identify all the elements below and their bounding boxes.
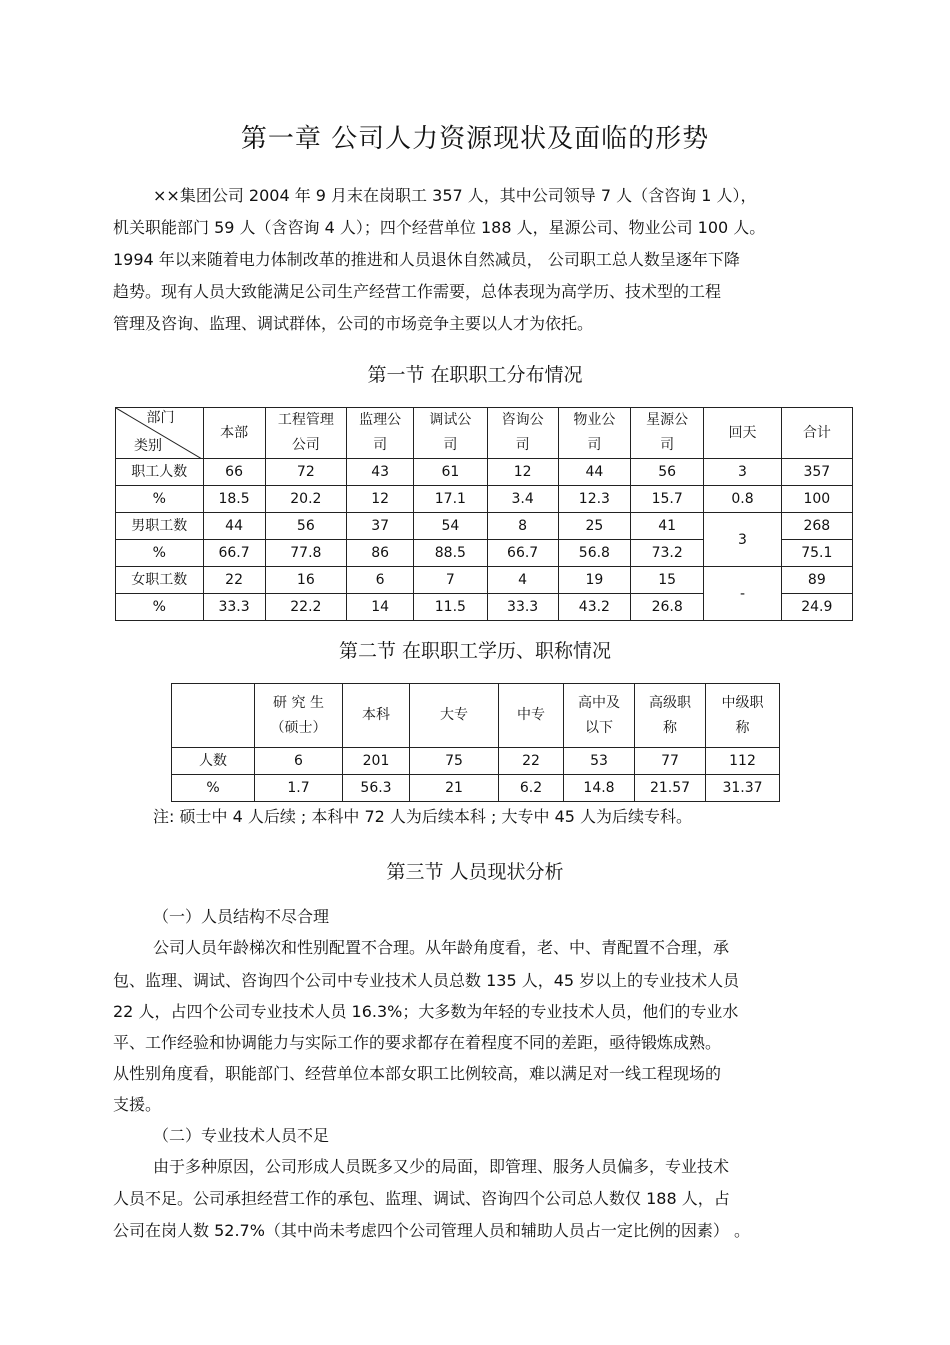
cell: 21.57: [635, 775, 706, 802]
corner-top-label: 部门: [146, 410, 175, 426]
section-1-title: 第一节 在职职工分布情况: [367, 364, 583, 386]
staff-distribution-table: [115, 407, 853, 621]
paragraph-line: 由于多种原因，公司形成人员既多又少的局面，即管理、服务人员偏多，专业技术: [153, 1157, 730, 1176]
paragraph-line: 公司人员年龄梯次和性别配置不合理。从年龄角度看，老、中、青配置不合理，承: [153, 938, 730, 957]
cell: 15: [631, 567, 704, 594]
cell: 4: [487, 567, 558, 594]
cell: 37: [347, 513, 414, 540]
cell: 72: [265, 459, 346, 486]
paragraph-line: 包、监理、调试、咨询四个公司中专业技术人员总数 135 人，45 岁以上的专业技术人员: [113, 971, 740, 990]
cell: 16: [265, 567, 346, 594]
header-cell: 工程管理 公司: [265, 408, 346, 459]
row-label: 人数: [172, 748, 255, 775]
paragraph-line: 人员不足。公司承担经营工作的承包、监理、调试、咨询四个公司总人数仅 188 人，占: [113, 1189, 730, 1208]
cell: 26.8: [631, 594, 704, 621]
table-header-row: [116, 408, 853, 459]
section-3-title: 第三节 人员现状分析: [386, 861, 564, 883]
cell: 18.5: [203, 486, 265, 513]
merged-cell: -: [704, 567, 781, 621]
cell: 43: [347, 459, 414, 486]
cell: 77.8: [265, 540, 346, 567]
cell: 53: [564, 748, 635, 775]
header-cell: 高中及 以下: [564, 684, 635, 748]
cell: 61: [414, 459, 487, 486]
header-cell: 中级职 称: [706, 684, 780, 748]
cell: 22.2: [265, 594, 346, 621]
subsection-2-title: （二）专业技术人员不足: [153, 1126, 330, 1145]
paragraph-line: 支援。: [113, 1095, 162, 1114]
cell: 12: [487, 459, 558, 486]
cell: 44: [558, 459, 630, 486]
cell: 22: [203, 567, 265, 594]
cell: 17.1: [414, 486, 487, 513]
intro-line: 机关职能部门 59 人（含咨询 4 人）；四个经营单位 188 人，星源公司、物业公司 100 人。: [113, 218, 766, 237]
cell: 56.8: [558, 540, 630, 567]
header-cell: 监理公 司: [347, 408, 414, 459]
cell: 112: [706, 748, 780, 775]
cell: 33.3: [203, 594, 265, 621]
cell: 6: [255, 748, 343, 775]
cell: 66: [203, 459, 265, 486]
header-cell: 高级职 称: [635, 684, 706, 748]
table-row: [172, 748, 780, 775]
table-header-row: [172, 684, 780, 748]
education-table: [171, 683, 780, 802]
cell: 44: [203, 513, 265, 540]
paragraph-line: 平、工作经验和协调能力与实际工作的要求都存在着程度不同的差距，亟待锻炼成熟。: [113, 1033, 722, 1052]
cell: 3: [704, 459, 781, 486]
row-label: %: [172, 775, 255, 802]
table-row: [116, 567, 853, 594]
intro-line: 1994 年以来随着电力体制改革的推进和人员退休自然减员， 公司职工总人数呈逐年下降: [113, 250, 740, 269]
intro-line: 管理及咨询、监理、调试群体，公司的市场竞争主要以人才为依托。: [113, 314, 594, 333]
cell: 41: [631, 513, 704, 540]
merged-cell: 3: [704, 513, 781, 567]
row-label: %: [116, 540, 204, 567]
cell: 77: [635, 748, 706, 775]
cell: 21: [410, 775, 499, 802]
cell: 33.3: [487, 594, 558, 621]
corner-bottom-label: 类别: [134, 438, 162, 454]
cell: 66.7: [203, 540, 265, 567]
cell: 8: [487, 513, 558, 540]
cell: 11.5: [414, 594, 487, 621]
header-cell: 研 究 生 （硕士）: [255, 684, 343, 748]
empty-corner-cell: [172, 684, 255, 748]
table-row: [116, 486, 853, 513]
table-row: [172, 775, 780, 802]
cell: 19: [558, 567, 630, 594]
cell: 43.2: [558, 594, 630, 621]
cell: 357: [781, 459, 852, 486]
subsection-1-title: （一）人员结构不尽合理: [153, 907, 330, 926]
table-row: [116, 513, 853, 540]
paragraph-line: 从性别角度看，职能部门、经营单位本部女职工比例较高，难以满足对一线工程现场的: [113, 1064, 722, 1083]
cell: 100: [781, 486, 852, 513]
chapter-title: 第一章 公司人力资源现状及面临的形势: [240, 124, 710, 154]
header-cell: 咨询公 司: [487, 408, 558, 459]
cell: 201: [343, 748, 410, 775]
header-cell: 本部: [203, 408, 265, 459]
cell: 54: [414, 513, 487, 540]
paragraph-line: 公司在岗人数 52.7%（其中尚未考虑四个公司管理人员和辅助人员占一定比例的因素） 。: [113, 1221, 751, 1240]
header-cell: 星源公 司: [631, 408, 704, 459]
intro-line: 趋势。现有人员大致能满足公司生产经营工作需要，总体表现为高学历、技术型的工程: [113, 282, 722, 301]
corner-cell: [116, 408, 204, 459]
cell: 56: [631, 459, 704, 486]
cell: 22: [499, 748, 564, 775]
header-cell: 回天: [704, 408, 781, 459]
cell: 25: [558, 513, 630, 540]
header-cell: 合计: [781, 408, 852, 459]
cell: 89: [781, 567, 852, 594]
cell: 268: [781, 513, 852, 540]
paragraph-line: 22 人，占四个公司专业技术人员 16.3%；大多数为年轻的专业技术人员，他们的专业水: [113, 1002, 739, 1021]
header-cell: 物业公 司: [558, 408, 630, 459]
cell: 75.1: [781, 540, 852, 567]
cell: 14.8: [564, 775, 635, 802]
cell: 88.5: [414, 540, 487, 567]
row-label: %: [116, 486, 204, 513]
header-cell: 本科: [343, 684, 410, 748]
row-label: %: [116, 594, 204, 621]
cell: 7: [414, 567, 487, 594]
cell: 12: [347, 486, 414, 513]
table-row: [116, 459, 853, 486]
header-cell: 调试公 司: [414, 408, 487, 459]
cell: 3.4: [487, 486, 558, 513]
cell: 6: [347, 567, 414, 594]
row-label: 职工人数: [116, 459, 204, 486]
cell: 31.37: [706, 775, 780, 802]
cell: 20.2: [265, 486, 346, 513]
row-label: 男职工数: [116, 513, 204, 540]
cell: 86: [347, 540, 414, 567]
cell: 73.2: [631, 540, 704, 567]
cell: 0.8: [704, 486, 781, 513]
intro-line: ××集团公司 2004 年 9 月末在岗职工 357 人，其中公司领导 7 人（含咨询 1 人），: [153, 186, 757, 205]
header-cell: 中专: [499, 684, 564, 748]
section-2-title: 第二节 在职职工学历、职称情况: [338, 640, 612, 662]
cell: 56.3: [343, 775, 410, 802]
cell: 15.7: [631, 486, 704, 513]
cell: 24.9: [781, 594, 852, 621]
row-label: 女职工数: [116, 567, 204, 594]
cell: 56: [265, 513, 346, 540]
cell: 75: [410, 748, 499, 775]
cell: 1.7: [255, 775, 343, 802]
header-cell: 大专: [410, 684, 499, 748]
cell: 6.2: [499, 775, 564, 802]
cell: 14: [347, 594, 414, 621]
cell: 12.3: [558, 486, 630, 513]
cell: 66.7: [487, 540, 558, 567]
table-note: 注: 硕士中 4 人后续 ; 本科中 72 人为后续本科 ; 大专中 45 人为后续专科。: [153, 807, 693, 826]
